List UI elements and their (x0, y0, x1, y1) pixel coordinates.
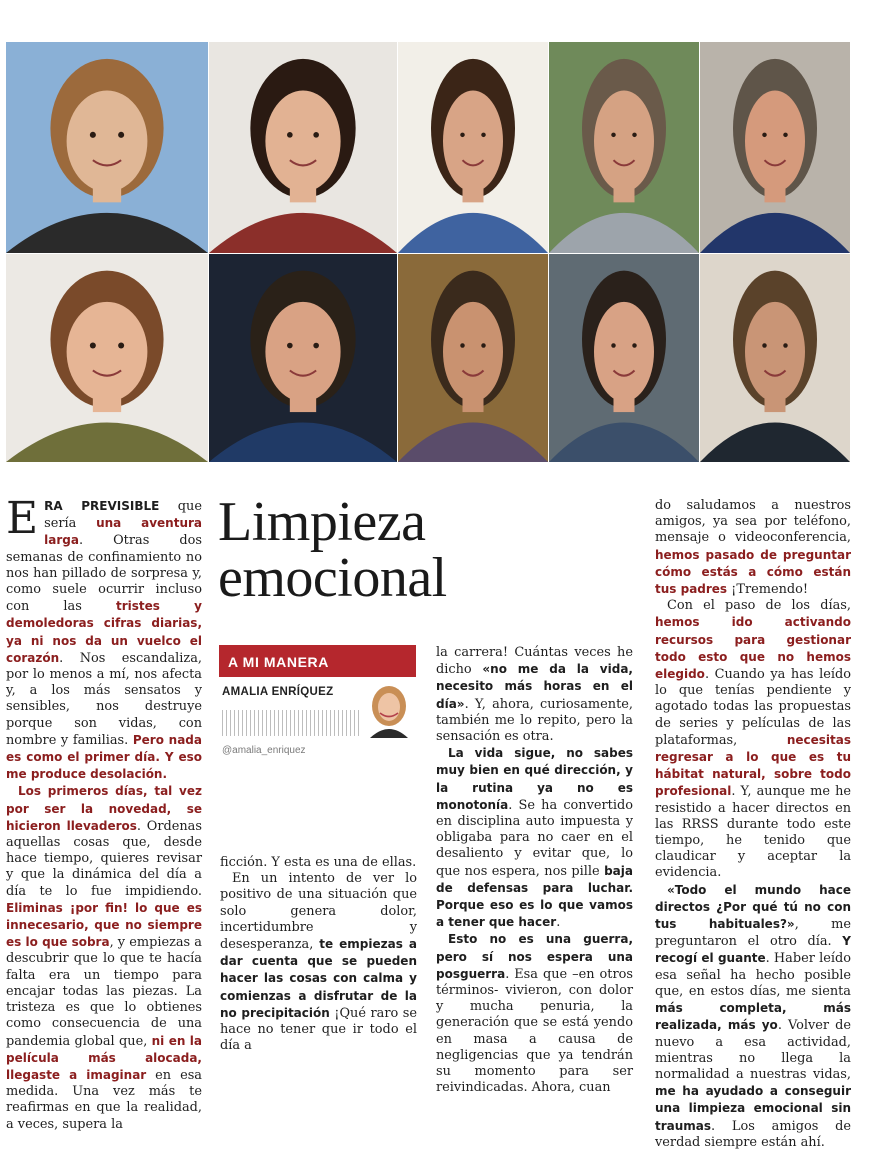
highlight: Pero nada es como el primer día. Y eso me produce desolación. (6, 732, 202, 782)
eye (481, 343, 486, 348)
paragraph (436, 745, 633, 931)
portrait-illustration (549, 254, 699, 462)
article-column-3 (436, 645, 633, 1096)
highlight: una aventura larga (44, 516, 202, 548)
highlight: te empiezas a dar cuenta que se pueden hacer las cosas con calma y comienzas a disfrutar de la no precipitación (220, 937, 417, 1020)
text: , y empiezas a descubrir que lo que te hacía falta era un tiempo para encajar todas las piezas. La tristeza es que lo obtienes como consecuencia de una pandemia global que, (6, 935, 202, 1049)
text: . Cuando ya has leído lo que tenías pendiente y agotado todas las propuestas de series y películas de las plataformas, (655, 667, 851, 748)
text: . (556, 915, 561, 931)
author-photo (362, 680, 416, 738)
face (594, 302, 654, 402)
photo-man-long-hair (700, 254, 850, 462)
author-name: AMALIA ENRÍQUEZ (222, 686, 334, 698)
text: . Nos escandaliza, por lo menos a mí, nos afecta y, a los más sensatos y sensibles, nos destruye porque son vidas, con nombre y familias. (6, 650, 202, 748)
face (67, 91, 148, 192)
headline-line-2: emocional (218, 547, 447, 609)
highlight: «Todo el mundo hace directos ¿Por qué tú no con tus habituales?» (655, 882, 851, 932)
face (67, 302, 148, 402)
text: do saludamos a nuestros amigos, ya sea por teléfono, mensaje o videoconferencia, (655, 498, 851, 546)
paragraph (220, 855, 417, 871)
drop-cap: E (6, 493, 39, 544)
text: , me preguntaron el otro día. (655, 917, 851, 950)
text: . Otras dos semanas de confinamiento no nos han pillado de sorpresa y, como suele ocurrir incluso con las (6, 533, 202, 615)
text: en esa medida. Una vez más te reafirmas en que la realidad, a veces, supera la (6, 1067, 202, 1132)
portrait-illustration (209, 254, 397, 462)
text: que sería (44, 499, 202, 532)
text: Con el paso de los días, (667, 598, 851, 614)
highlight: necesitas regresar a lo que es tu hábitat natural, sobre todo profesional (655, 732, 851, 799)
text: . Y, ahora, curiosamente, también me lo repito, pero la sensación es otra. (436, 696, 633, 745)
text: ¡Tremendo! (727, 582, 809, 598)
paragraph (436, 931, 633, 1096)
eye (762, 133, 767, 138)
paragraph (655, 882, 851, 1151)
photo-man-suit (209, 254, 397, 462)
highlight: ni en la película más alocada, llegaste a imaginar (6, 1033, 202, 1082)
eye (313, 343, 319, 349)
text: . Haber leído esa señal ha hecho posible que, en estos días, me sienta (655, 951, 851, 999)
eye (287, 343, 293, 349)
highlight: baja de defensas para luchar. Porque eso es lo que vamos a tener que hacer (436, 863, 633, 930)
eye (632, 343, 637, 348)
section-label: A MI MANERA (228, 654, 329, 670)
highlight: me ha ayudado a conseguir una limpieza emocional sin traumas (655, 1084, 851, 1133)
paragraph (6, 783, 202, 1132)
highlight: La vida sigue, no sabes muy bien en qué dirección, y la rutina ya no es monotonía (436, 746, 633, 812)
eye (783, 343, 788, 348)
paragraph (436, 645, 633, 745)
photo-man-curly (398, 42, 548, 253)
face (594, 91, 654, 192)
eye (118, 132, 124, 138)
text: ¡Qué raro se hace no tener que ir todo el día a (220, 1005, 417, 1054)
face (443, 91, 503, 192)
eye (632, 133, 637, 138)
highlight: «no me da la vida, necesito más horas en el día» (436, 662, 633, 711)
decorative-lines (222, 710, 360, 736)
paragraph (655, 498, 851, 598)
headline (218, 491, 618, 609)
article-column-2 (220, 855, 417, 1054)
eye (460, 343, 465, 348)
portrait-illustration (209, 42, 397, 253)
author-handle: @amalia_enriquez (222, 745, 306, 756)
portrait-illustration (700, 42, 850, 253)
portrait-illustration (398, 254, 548, 462)
article-column-4 (655, 498, 851, 1151)
photo-woman-long-hair (6, 254, 208, 462)
photo-woman-blonde (6, 42, 208, 253)
highlight: Eliminas ¡por fin! lo que es innecesario, que no siempre es lo que sobra (6, 900, 202, 950)
highlight: hemos pasado de preguntar cómo estás a cómo están tus padres (655, 547, 851, 597)
eye (287, 132, 293, 138)
eye (118, 342, 124, 348)
photo-man-glasses (549, 42, 699, 253)
face (745, 91, 805, 192)
face (265, 91, 340, 192)
headline-line-1: Limpieza (218, 491, 426, 553)
paragraph (220, 871, 417, 1054)
eye (611, 343, 616, 348)
paragraph (655, 598, 851, 881)
photo-man-bald-drink (398, 254, 548, 462)
paragraph (6, 493, 202, 783)
face (443, 302, 503, 402)
eye (90, 132, 96, 138)
text: . Esa que –en otros términos- vivieron, con dolor y mucha penuria, la generación que se está yendo en masa a causa de negligencias que ya tendrán su momento para ser reivindicadas. Ahora, cuan (436, 966, 633, 1096)
eye (481, 133, 486, 138)
highlight: Los primeros días, tal vez por ser la novedad, se hicieron llevaderos (6, 784, 202, 833)
eye (611, 133, 616, 138)
eye (313, 132, 319, 138)
eye (783, 133, 788, 138)
face (745, 302, 805, 402)
highlight: tristes y demoledoras cifras diarias, ya ni nos da un vuelco el corazón (6, 599, 202, 665)
photo-woman-dark-hair (209, 42, 397, 253)
photo-man-thick-glasses (549, 254, 699, 462)
portrait-illustration (398, 42, 548, 253)
highlight: hemos ido activando recursos para gestionar todo esto que no hemos elegido (655, 615, 851, 682)
portrait-illustration (6, 254, 208, 462)
portrait-illustration (549, 42, 699, 253)
portrait-illustration (6, 42, 208, 253)
highlight: más completa, más realizada, más yo (655, 1001, 851, 1033)
photo-man-grey-hair (700, 42, 850, 253)
portrait-illustration (700, 254, 850, 462)
eye (762, 343, 767, 348)
text: . Y, aunque me he resistido a hacer directos en las RRSS durante todo este tiempo, he tenido que claudicar y aceptar la evidencia. (655, 784, 851, 881)
text: . Los amigos de verdad siempre están ahí. (655, 1118, 851, 1150)
text: En un intento de ver lo positivo de una situación que solo genera dolor, incertidumbre y desesperanza, (220, 871, 417, 953)
lead-in: RA PREVISIBLE (44, 499, 160, 513)
text: . Volver de nuevo a esa actividad, mientras no llega la normalidad a nuestras vidas, (655, 1018, 851, 1082)
photo-grid (6, 42, 850, 462)
eye (460, 133, 465, 138)
highlight: Esto no es una guerra, pero sí nos espera una posguerra (436, 932, 633, 981)
eye (90, 342, 96, 348)
face (265, 302, 340, 402)
article-column-1 (6, 493, 202, 1133)
text: . Se ha convertido en disciplina auto impuesta y obligaba para no caer en el desaliento y evitar que, lo que nos espera, nos pille (436, 797, 633, 879)
text: la carrera! Cuántas veces he dicho (436, 645, 633, 678)
text: ficción. Y esta es una de ellas. (220, 855, 417, 870)
text: . Ordenas aquellas cosas que, desde hace tiempo, quieres revisar y que la dinámica del día a día te lo fue impidiendo. (6, 818, 202, 899)
highlight: Y recogí el guante (655, 934, 851, 966)
